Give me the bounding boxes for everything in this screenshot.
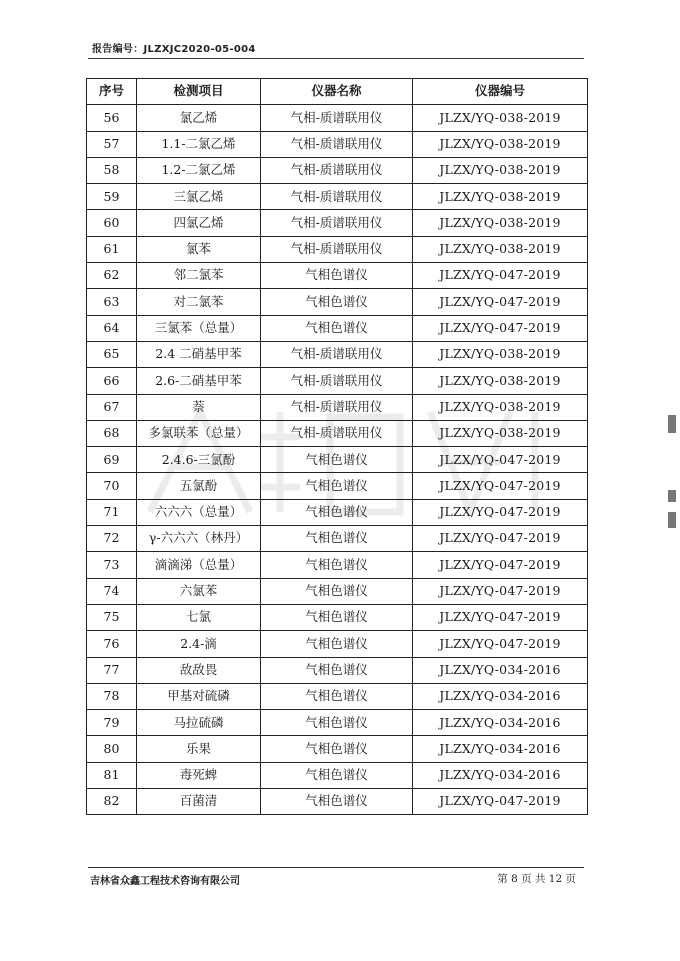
cell-instrument: 气相-质谱联用仪 <box>261 105 413 131</box>
cell-code: JLZX/YQ-034-2016 <box>413 710 588 736</box>
cell-instrument: 气相-质谱联用仪 <box>261 394 413 420</box>
cell-instrument: 气相色谱仪 <box>261 315 413 341</box>
cell-code: JLZX/YQ-038-2019 <box>413 341 588 367</box>
table-row <box>87 289 588 315</box>
table-row <box>87 499 588 525</box>
cell-item: 氯乙烯 <box>137 105 261 131</box>
cell-item: 三氯苯（总量） <box>137 315 261 341</box>
table-row <box>87 210 588 236</box>
cell-code: JLZX/YQ-047-2019 <box>413 526 588 552</box>
cell-item: 百菌清 <box>137 789 261 815</box>
cell-index: 64 <box>87 315 137 341</box>
cell-code: JLZX/YQ-034-2016 <box>413 683 588 709</box>
cell-instrument: 气相-质谱联用仪 <box>261 236 413 262</box>
cell-code: JLZX/YQ-034-2016 <box>413 657 588 683</box>
cell-instrument: 气相色谱仪 <box>261 710 413 736</box>
cell-index: 58 <box>87 157 137 183</box>
table-row <box>87 184 588 210</box>
cell-instrument: 气相色谱仪 <box>261 263 413 289</box>
cell-index: 81 <box>87 762 137 788</box>
cell-index: 63 <box>87 289 137 315</box>
scan-edge-mark <box>668 415 676 433</box>
col-header-item: 检测项目 <box>137 79 261 105</box>
table-header-row <box>87 79 588 105</box>
cell-item: 六六六（总量） <box>137 499 261 525</box>
cell-code: JLZX/YQ-034-2016 <box>413 762 588 788</box>
table-row <box>87 631 588 657</box>
cell-code: JLZX/YQ-047-2019 <box>413 604 588 630</box>
cell-code: JLZX/YQ-047-2019 <box>413 578 588 604</box>
cell-index: 71 <box>87 499 137 525</box>
cell-instrument: 气相-质谱联用仪 <box>261 157 413 183</box>
cell-item: 毒死蜱 <box>137 762 261 788</box>
instrument-table <box>86 78 588 815</box>
cell-code: JLZX/YQ-038-2019 <box>413 210 588 236</box>
cell-instrument: 气相色谱仪 <box>261 736 413 762</box>
cell-code: JLZX/YQ-038-2019 <box>413 420 588 446</box>
cell-instrument: 气相-质谱联用仪 <box>261 184 413 210</box>
cell-index: 66 <box>87 368 137 394</box>
cell-instrument: 气相色谱仪 <box>261 631 413 657</box>
cell-item: 马拉硫磷 <box>137 710 261 736</box>
table-row <box>87 762 588 788</box>
cell-index: 78 <box>87 683 137 709</box>
cell-index: 61 <box>87 236 137 262</box>
cell-code: JLZX/YQ-038-2019 <box>413 105 588 131</box>
table-row <box>87 368 588 394</box>
cell-index: 80 <box>87 736 137 762</box>
cell-instrument: 气相色谱仪 <box>261 578 413 604</box>
cell-item: 乐果 <box>137 736 261 762</box>
cell-index: 77 <box>87 657 137 683</box>
scan-edge-mark <box>668 490 676 502</box>
table-row <box>87 105 588 131</box>
header-divider <box>88 58 584 59</box>
cell-code: JLZX/YQ-038-2019 <box>413 368 588 394</box>
cell-item: 萘 <box>137 394 261 420</box>
cell-index: 73 <box>87 552 137 578</box>
table-row <box>87 657 588 683</box>
table-row <box>87 157 588 183</box>
cell-code: JLZX/YQ-047-2019 <box>413 263 588 289</box>
cell-index: 82 <box>87 789 137 815</box>
table-row <box>87 683 588 709</box>
scan-edge-mark <box>668 512 676 528</box>
cell-instrument: 气相色谱仪 <box>261 526 413 552</box>
table-row <box>87 736 588 762</box>
cell-index: 75 <box>87 604 137 630</box>
cell-index: 65 <box>87 341 137 367</box>
table-row <box>87 552 588 578</box>
cell-code: JLZX/YQ-038-2019 <box>413 394 588 420</box>
cell-index: 60 <box>87 210 137 236</box>
cell-code: JLZX/YQ-038-2019 <box>413 157 588 183</box>
cell-item: 多氯联苯（总量） <box>137 420 261 446</box>
table-row <box>87 263 588 289</box>
cell-item: 对二氯苯 <box>137 289 261 315</box>
cell-item: γ-六六六（林丹） <box>137 526 261 552</box>
cell-index: 62 <box>87 263 137 289</box>
cell-index: 79 <box>87 710 137 736</box>
cell-instrument: 气相-质谱联用仪 <box>261 341 413 367</box>
cell-code: JLZX/YQ-047-2019 <box>413 499 588 525</box>
table-row <box>87 710 588 736</box>
cell-index: 59 <box>87 184 137 210</box>
cell-instrument: 气相色谱仪 <box>261 473 413 499</box>
table-row <box>87 341 588 367</box>
footer-divider <box>88 867 584 868</box>
cell-code: JLZX/YQ-047-2019 <box>413 447 588 473</box>
cell-index: 69 <box>87 447 137 473</box>
page-number: 第 8 页 共 12 页 <box>497 873 576 885</box>
cell-instrument: 气相色谱仪 <box>261 447 413 473</box>
cell-item: 2.4 二硝基甲苯 <box>137 341 261 367</box>
table-row <box>87 420 588 446</box>
table-row <box>87 131 588 157</box>
cell-instrument: 气相-质谱联用仪 <box>261 131 413 157</box>
cell-instrument: 气相色谱仪 <box>261 552 413 578</box>
cell-code: JLZX/YQ-047-2019 <box>413 473 588 499</box>
col-header-code: 仪器编号 <box>413 79 588 105</box>
cell-item: 邻二氯苯 <box>137 263 261 289</box>
cell-index: 68 <box>87 420 137 446</box>
cell-code: JLZX/YQ-047-2019 <box>413 552 588 578</box>
cell-index: 67 <box>87 394 137 420</box>
table-row <box>87 315 588 341</box>
cell-instrument: 气相色谱仪 <box>261 604 413 630</box>
cell-item: 甲基对硫磷 <box>137 683 261 709</box>
cell-instrument: 气相色谱仪 <box>261 657 413 683</box>
table-row <box>87 394 588 420</box>
col-header-index: 序号 <box>87 79 137 105</box>
table-row <box>87 578 588 604</box>
cell-code: JLZX/YQ-047-2019 <box>413 315 588 341</box>
cell-code: JLZX/YQ-038-2019 <box>413 236 588 262</box>
cell-instrument: 气相色谱仪 <box>261 683 413 709</box>
cell-code: JLZX/YQ-047-2019 <box>413 789 588 815</box>
cell-item: 六氯苯 <box>137 578 261 604</box>
cell-index: 72 <box>87 526 137 552</box>
cell-index: 74 <box>87 578 137 604</box>
cell-code: JLZX/YQ-047-2019 <box>413 289 588 315</box>
cell-item: 五氯酚 <box>137 473 261 499</box>
cell-instrument: 气相-质谱联用仪 <box>261 368 413 394</box>
cell-item: 四氯乙烯 <box>137 210 261 236</box>
cell-item: 2.4.6-三氯酚 <box>137 447 261 473</box>
cell-instrument: 气相色谱仪 <box>261 289 413 315</box>
cell-item: 滴滴涕（总量） <box>137 552 261 578</box>
cell-index: 57 <box>87 131 137 157</box>
cell-code: JLZX/YQ-038-2019 <box>413 131 588 157</box>
cell-instrument: 气相-质谱联用仪 <box>261 210 413 236</box>
cell-item: 1.1-二氯乙烯 <box>137 131 261 157</box>
cell-code: JLZX/YQ-047-2019 <box>413 631 588 657</box>
cell-index: 70 <box>87 473 137 499</box>
cell-item: 七氯 <box>137 604 261 630</box>
cell-instrument: 气相色谱仪 <box>261 762 413 788</box>
cell-item: 氯苯 <box>137 236 261 262</box>
table-row <box>87 447 588 473</box>
cell-instrument: 气相色谱仪 <box>261 499 413 525</box>
table-row <box>87 604 588 630</box>
cell-code: JLZX/YQ-034-2016 <box>413 736 588 762</box>
cell-item: 2.6-二硝基甲苯 <box>137 368 261 394</box>
cell-item: 三氯乙烯 <box>137 184 261 210</box>
cell-item: 2.4-滴 <box>137 631 261 657</box>
cell-index: 76 <box>87 631 137 657</box>
cell-instrument: 气相色谱仪 <box>261 789 413 815</box>
cell-item: 敌敌畏 <box>137 657 261 683</box>
table-row <box>87 789 588 815</box>
table-row <box>87 473 588 499</box>
cell-instrument: 气相-质谱联用仪 <box>261 420 413 446</box>
table-row <box>87 526 588 552</box>
company-name: 吉林省众鑫工程技术咨询有限公司 <box>90 876 240 887</box>
col-header-instrument: 仪器名称 <box>261 79 413 105</box>
report-number: 报告编号：JLZXJC2020-05-004 <box>92 44 256 55</box>
cell-code: JLZX/YQ-038-2019 <box>413 184 588 210</box>
table-row <box>87 236 588 262</box>
cell-index: 56 <box>87 105 137 131</box>
cell-item: 1.2-二氯乙烯 <box>137 157 261 183</box>
